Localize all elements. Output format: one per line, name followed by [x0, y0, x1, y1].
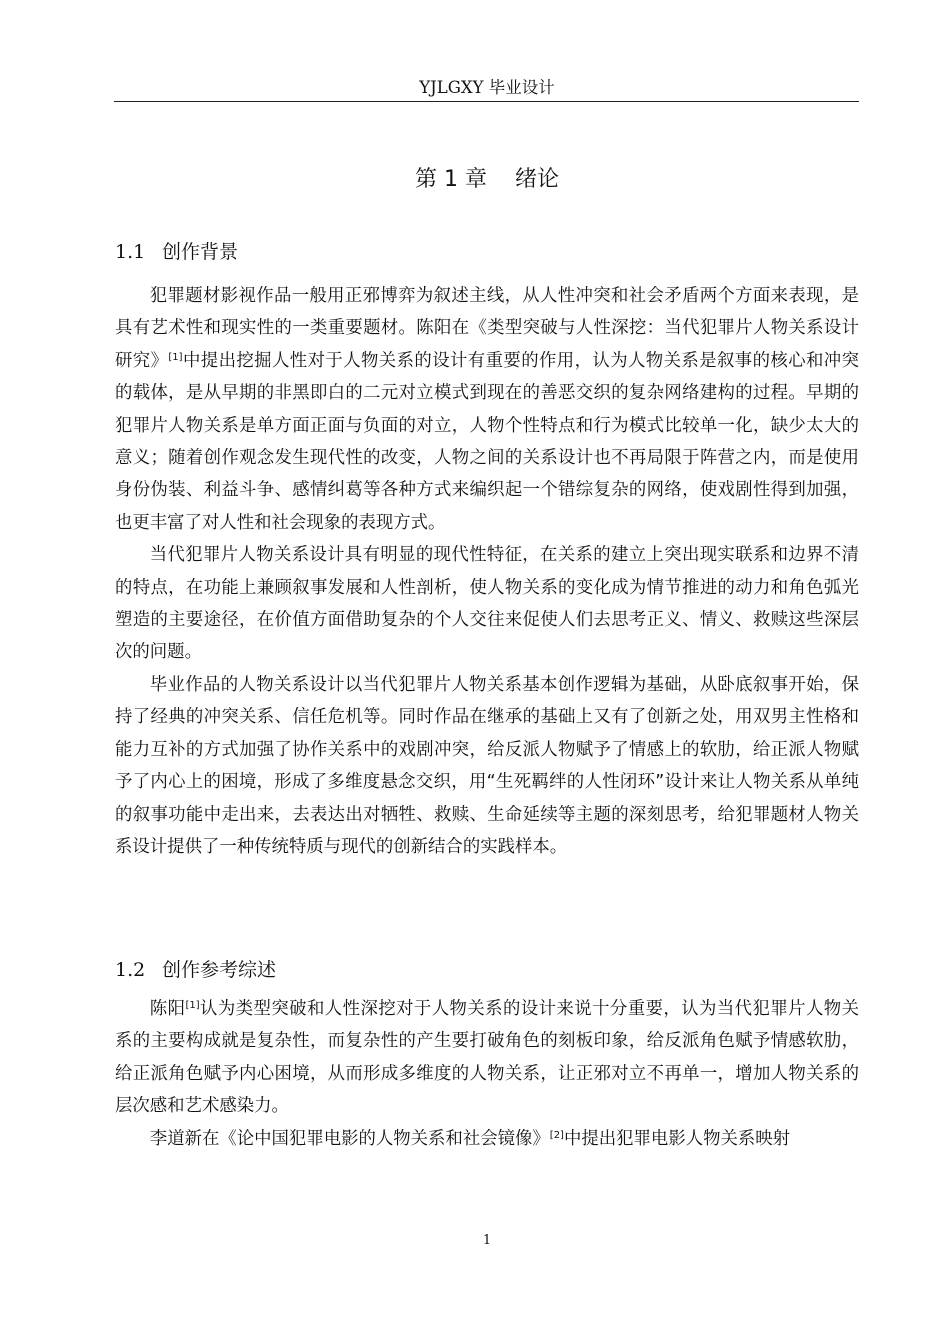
section-body-1-2: [115, 993, 859, 1155]
section-body-1-1: [115, 280, 859, 863]
citation-ref[interactable]: [1]: [168, 351, 183, 363]
section-number: 1.2: [115, 959, 146, 981]
header-rule: [114, 101, 859, 102]
paragraph: 李道新在《论中国犯罪电影的人物关系和社会镜像》[2]中提出犯罪电影人物关系映射: [149, 1128, 791, 1149]
citation-ref[interactable]: [2]: [549, 1129, 564, 1141]
section-number: 1.1: [115, 241, 146, 263]
chapter-title: [115, 163, 859, 197]
section-title: 创作背景: [162, 241, 239, 263]
paragraph: 陈阳[1]认为类型突破和人性深挖对于人物关系的设计来说十分重要，认为当代犯罪片人物关系的主要构成就是复杂性，而复杂性的产生要打破角色的刻板印象，给反派角色赋予情感软肋，给正派角色赋予内心困境，从而形成多维度的人物关系，让正邪对立不再单一，增加人物关系的层次感和艺术感染力。: [115, 999, 859, 1117]
section-title: 创作参考综述: [162, 959, 277, 981]
section-heading-1-1: [115, 237, 859, 267]
chapter-number: 第 1 章: [415, 167, 487, 192]
section-heading-1-2: [115, 955, 859, 985]
running-header: YJLGXY 毕业设计: [419, 78, 555, 97]
citation-ref[interactable]: [1]: [185, 1000, 200, 1011]
paragraph: 犯罪题材影视作品一般用正邪博弈为叙述主线，从人性冲突和社会矛盾两个方面来表现，是具有艺术性和现实性的一类重要题材。陈阳在《类型突破与人性深挖：当代犯罪片人物关系设计研究》[1]中提出挖掘人性对于人物关系的设计有重要的作用，认为人物关系是叙事的核心和冲突的载体，是从早期的非黑即白的二元对立模式到现在的善恶交织的复杂网络建构的过程。早期的犯罪片人物关系是单方面正面与负面的对立，人物个性特点和行为模式比较单一化，缺少太大的意义；随着创作观念发生现代性的改变，人物之间的关系设计也不再局限于阵营之内，而是使用身份伪装、利益斗争、感情纠葛等各种方式来编织起一个错综复杂的网络，使戏剧性得到加强，也更丰富了对人性和社会现象的表现方式。: [115, 286, 859, 533]
paragraph: 毕业作品的人物关系设计以当代犯罪片人物关系基本创作逻辑为基础，从卧底叙事开始，保持了经典的冲突关系、信任危机等。同时作品在继承的基础上又有了创新之处，用双男主性格和能力互补的方式加强了协作关系中的戏剧冲突，给反派人物赋予了情感上的软肋，给正派人物赋予了内心上的困境，形成了多维度悬念交织，用“生死羁绊的人性闭环”设计来让人物关系从单纯的叙事功能中走出来，去表达出对牺牲、救赎、生命延续等主题的深刻思考，给犯罪题材人物关系设计提供了一种传统特质与现代的创新结合的实践样本。: [115, 674, 859, 857]
page-number: 1: [482, 1233, 492, 1248]
paragraph: 当代犯罪片人物关系设计具有明显的现代性特征，在关系的建立上突出现实联系和边界不清的特点，在功能上兼顾叙事发展和人性剖析，使人物关系的变化成为情节推进的动力和角色弧光塑造的主要途径，在价值方面借助复杂的个人交往来促使人们去思考正义、情义、救赎这些深层次的问题。: [115, 545, 859, 663]
chapter-name: 绪论: [514, 167, 559, 192]
